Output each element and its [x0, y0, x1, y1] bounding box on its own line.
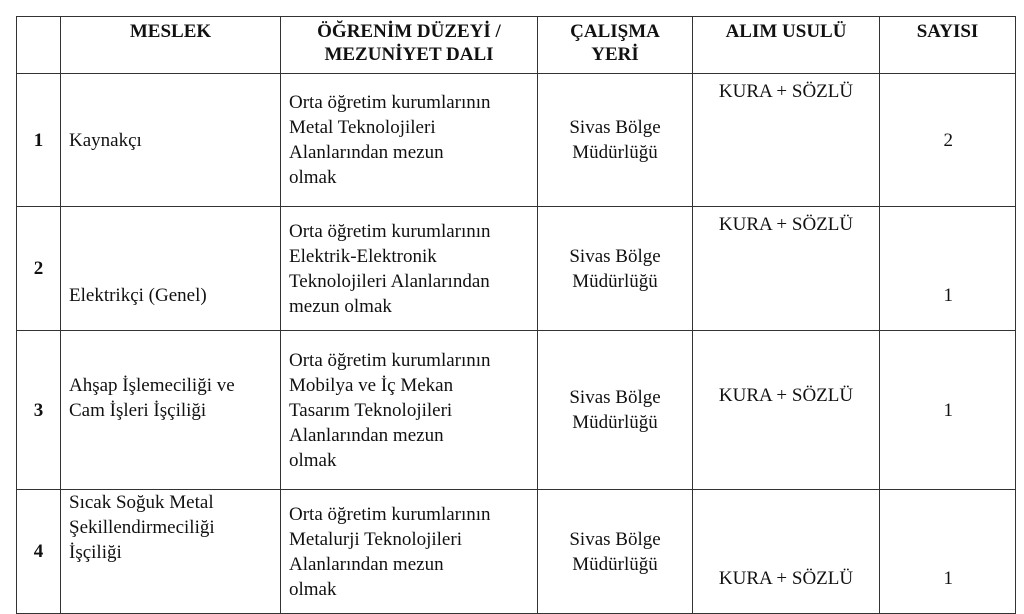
yer-line: Müdürlüğü [572, 412, 658, 433]
header-usul: ALIM USULÜ [693, 17, 880, 74]
ogrenim-line: Orta öğretim kurumlarının [289, 503, 491, 525]
ogrenim-line: mezun olmak [289, 295, 392, 317]
meslek-cell [61, 207, 281, 331]
ogrenim-line: Metalurji Teknolojileri [289, 528, 462, 550]
ogrenim-line: Orta öğretim kurumlarının [289, 349, 491, 371]
sayi-cell: 1 [880, 331, 1016, 490]
header-meslek: MESLEK [61, 17, 281, 74]
meslek-cell [61, 74, 281, 207]
table-row [17, 331, 1016, 490]
ogrenim-line: Alanlarından mezun [289, 142, 444, 163]
header-no [17, 17, 61, 74]
job-table [16, 16, 1016, 614]
meslek-line: Kaynakçı [69, 129, 142, 151]
meslek-line: Elektrikçi (Genel) [69, 285, 207, 306]
header-sayi: SAYISI [880, 17, 1016, 74]
ogrenim-cell [281, 331, 538, 490]
ogrenim-line: Orta öğretim kurumlarının [289, 220, 491, 242]
calisma-yeri-cell [538, 207, 693, 331]
meslek-line: İşçiliği [69, 542, 122, 563]
table-row [17, 490, 1016, 614]
meslek-line: Şekillendirmeciliği [69, 517, 215, 538]
yer-line: Müdürlüğü [572, 142, 658, 163]
sayi-cell: 1 [880, 207, 1016, 331]
header-ogrenim-line: ÖĞRENİM DÜZEYİ / [317, 21, 501, 42]
ogrenim-line: Alanlarından mezun [289, 424, 444, 446]
ogrenim-line: olmak [289, 578, 337, 600]
header-yer-line: ÇALIŞMA [570, 21, 660, 42]
alim-usulu-cell: KURA + SÖZLÜ [693, 74, 880, 207]
meslek-line: Ahşap İşlemeciliği ve [69, 374, 235, 396]
ogrenim-line: olmak [289, 449, 337, 471]
ogrenim-line: Mobilya ve İç Mekan [289, 374, 454, 396]
header-yer [538, 17, 693, 74]
alim-usulu-cell: KURA + SÖZLÜ [693, 207, 880, 331]
yer-line: Sivas Bölge [569, 245, 661, 267]
calisma-yeri-cell [538, 490, 693, 614]
ogrenim-line: olmak [289, 167, 337, 188]
sayi-cell: 2 [880, 74, 1016, 207]
ogrenim-line: Tasarım Teknolojileri [289, 399, 453, 421]
yer-line: Sivas Bölge [569, 387, 661, 408]
ogrenim-line: Metal Teknolojileri [289, 117, 436, 138]
meslek-line: Sıcak Soğuk Metal [69, 492, 214, 513]
meslek-cell [61, 490, 281, 614]
header-yer-line: YERİ [591, 44, 639, 65]
row-number: 2 [17, 207, 61, 331]
meslek-line [69, 423, 272, 448]
ogrenim-line: Elektrik-Elektronik [289, 245, 437, 267]
header-ogrenim-line: MEZUNİYET DALI [324, 44, 494, 65]
ogrenim-line: Teknolojileri Alanlarından [289, 270, 490, 292]
row-number: 3 [17, 331, 61, 490]
ogrenim-line: Alanlarından mezun [289, 553, 444, 575]
yer-line: Müdürlüğü [572, 270, 658, 292]
alim-usulu-cell [693, 331, 880, 490]
sayi-cell: 1 [880, 490, 1016, 614]
usul-line: KURA + SÖZLÜ [718, 385, 854, 406]
yer-line: Sivas Bölge [569, 117, 661, 138]
yer-line: Müdürlüğü [572, 553, 658, 575]
ogrenim-cell [281, 207, 538, 331]
calisma-yeri-cell [538, 74, 693, 207]
ogrenim-cell [281, 490, 538, 614]
header-row [17, 17, 1016, 74]
ogrenim-line: Orta öğretim kurumlarının [289, 92, 491, 113]
row-number: 4 [17, 490, 61, 614]
meslek-cell [61, 331, 281, 490]
table-row [17, 207, 1016, 331]
table-row [17, 74, 1016, 207]
alim-usulu-cell: KURA + SÖZLÜ [693, 490, 880, 614]
meslek-line: Cam İşleri İşçiliği [69, 399, 207, 421]
calisma-yeri-cell [538, 331, 693, 490]
ogrenim-cell [281, 74, 538, 207]
header-ogrenim [281, 17, 538, 74]
yer-line: Sivas Bölge [569, 528, 661, 550]
row-number: 1 [17, 74, 61, 207]
